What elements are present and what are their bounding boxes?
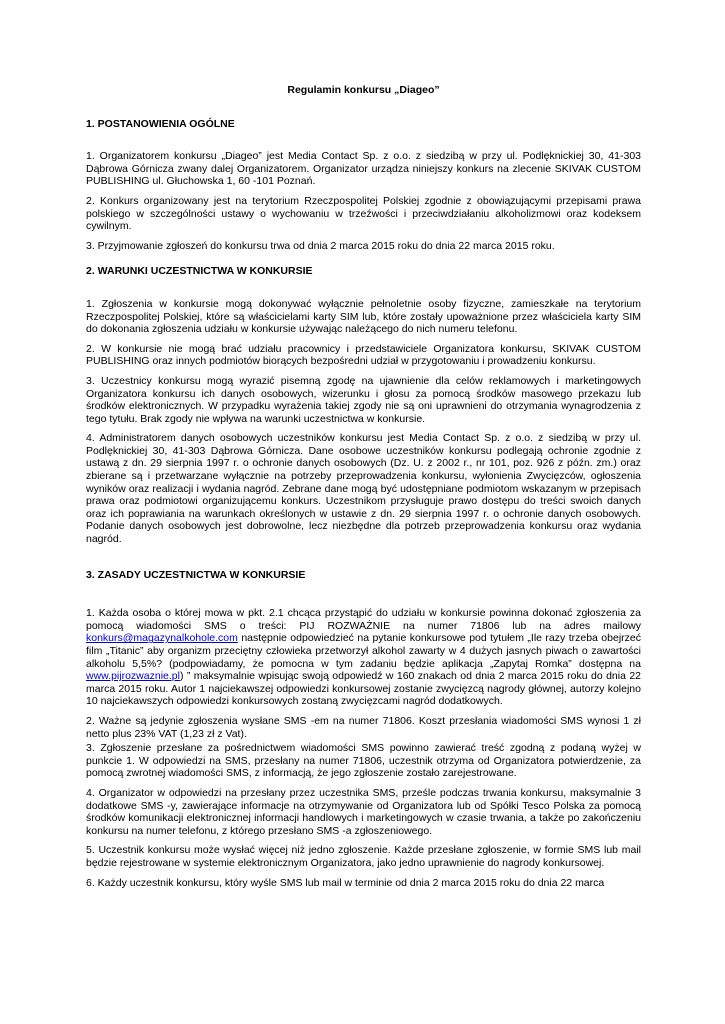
paragraph-text: następnie odpowiedzieć na pytanie konkursowe pod tytułem „Ile razy trzeba obejrzeć film „Titanic” aby organizm przeciętny człowieka przetworzył alkohol zawarty w 4 dużych jasnych piwach o zawartości alkoholu 5,5%? (podpowiadamy, że pomocna w tym zadaniu będzie aplikacja „Zapytaj Romka” dostępna na <box>86 632 641 670</box>
section-3-paragraph-2: 2. Ważne są jedynie zgłoszenia wysłane SMS -em na numer 71806. Koszt przesłania wiadomości SMS wynosi 1 zł netto plus 23% VAT (1,23 zł z Vat). <box>86 714 641 740</box>
document-title: Regulamin konkursu „Diageo” <box>287 84 440 96</box>
section-2-paragraph-1: 1. Zgłoszenia w konkursie mogą dokonywać wyłącznie pełnoletnie osoby fizyczne, zamieszkałe na terytorium Rzeczpospolitej Polskiej, które są właścicielami karty SIM lub, które zostały upoważnione przez właściciela karty SIM do dokonania zgłoszenia udziału w konkursie używając należącego do nich numeru telefonu. <box>86 297 641 336</box>
section-1-paragraph-2: 2. Konkurs organizowany jest na terytorium Rzeczpospolitej Polskiej zgodnie z obowiązującymi przepisami prawa polskiego w szczególności ustawy o wychowaniu w trzeźwości i przeciwdziałaniu alkoholizmowi oraz kodeksem cywilnym. <box>86 194 641 233</box>
section-3-paragraph-6: 6. Każdy uczestnik konkursu, który wyśle SMS lub mail w terminie od dnia 2 marca 2015 roku do dnia 22 marca <box>86 876 605 889</box>
section-2-heading: 2. WARUNKI UCZESTNICTWA W KONKURSIE <box>86 265 313 278</box>
section-3-heading: 3. ZASADY UCZESTNICTWA W KONKURSIE <box>86 568 306 581</box>
website-link[interactable]: www.pijrozwaznie.pl <box>86 670 180 683</box>
section-1-paragraph-1: 1. Organizatorem konkursu „Diageo” jest Media Contact Sp. z o.o. z siedzibą w przy ul. Podlęknickiej 30, 41-303 Dąbrowa Górnicza zwany dalej Organizatorem. Organizator urządza niniejszy konkurs na zlecenie SKIVAK CUSTOM PUBLISHING ul. Głuchowska 1, 60 -101 Poznań. <box>86 150 641 188</box>
section-1-paragraph-3: 3. Przyjmowanie zgłoszeń do konkursu trwa od dnia 2 marca 2015 roku do dnia 22 marca 2015 roku. <box>86 239 555 252</box>
section-2-paragraph-4: 4. Administratorem danych osobowych uczestników konkursu jest Media Contact Sp. z o.o. z siedzibą w przy ul. Podlęknickiej 30, 41-303 Dąbrowa Górnicza. Dane osobowe uczestników konkursu podlegają ochronie zgodnie z ustawą z dn. 29 sierpnia 1997 r. o ochronie danych osobowych (Dz. U. z 2002 r., nr 101, poz. 926 z późn. zm.) oraz zbierane są i przetwarzane wyłącznie na potrzeby przeprowadzenia konkursu, wyłonienia Zwycięzców, ogłoszenia wyników oraz realizacji i wydania nagród. Zebrane dane mogą być udostępniane podmiotom wskazanym w przepisach prawa oraz podmiotowi organizującemu konkurs. Uczestnikom przysługuje prawo dostępu do treści swoich danych oraz ich poprawiania na warunkach określonych w ustawie z dn. 29 sierpnia 1997 r. o ochronie danych osobowych. Podanie danych osobowych jest dobrowolne, lecz niezbędne dla potrzeb przeprowadzenia konkursu oraz wydania nagród. <box>86 432 641 546</box>
section-2-paragraph-2: 2. W konkursie nie mogą brać udziału pracownicy i przedstawiciele Organizatora konkursu, SKIVAK CUSTOM PUBLISHING oraz innych podmiotów biorących bezpośredni udział w przygotowaniu i prowadzeniu konkursu. <box>86 342 641 368</box>
section-3-paragraph-5: 5. Uczestnik konkursu może wysłać więcej niż jedno zgłoszenie. Każde przesłane zgłoszenie, w formie SMS lub mail będzie rejestrowane w systemie elektronicznym Organizatora, jako jedno uprawnienie do nagrody konkursowej. <box>86 844 641 869</box>
document-page <box>86 84 641 896</box>
spacer <box>86 553 641 569</box>
section-2-paragraph-3: 3. Uczestnicy konkursu mogą wyrazić pisemną zgodę na ujawnienie dla celów reklamowych i marketingowych Organizatora konkursu ich danych osobowych, wizerunku i głosu za pomocą środków masowego przekazu lub środków elektronicznych. W przypadku wyrażenia takiej zgody nie są oni uprawnieni do otrzymania wynagrodzenia z tego tytułu. Brak zgody nie wpływa na warunki uczestnictwa w konkursie. <box>86 374 641 425</box>
section-3-paragraph-4: 4. Organizator w odpowiedzi na przesłany przez uczestnika SMS, prześle podczas trwania konkursu, maksymalnie 3 dodatkowe SMS -y, zawierające informacje na otrzymywanie od Organizatora lub od Spółki Tesco Polska za pomocą środków komunikacji elektronicznej informacji handlowych i marketingowych w czasie trwania, a także po zakończeniu konkursu na numer telefonu, z którego przesłano SMS -a zgłoszeniowego. <box>86 786 641 837</box>
section-3-paragraph-3: 3. Zgłoszenie przesłane za pośrednictwem wiadomości SMS powinno zawierać treść zgodną z podaną wyżej w punkcie 1. W odpowiedzi na SMS, przesłany na numer 71806, uczestnik otrzyma od Organizatora potwierdzenie, za pomocą zwrotnej wiadomości SMS, z informacją, że jego zgłoszenie zostało zarejestrowane. <box>86 742 641 780</box>
section-1-heading: 1. POSTANOWIENIA OGÓLNE <box>86 117 235 130</box>
paragraph-text: 1. Każda osoba o której mowa w pkt. 2.1 chcąca przystąpić do udziału w konkursie powinna dokonać zgłoszenia za pomocą wiadomości SMS o treści: PIJ ROZWAŻNIE na numer 71806 lub na adres mailowy <box>86 607 641 632</box>
paragraph-text: ) ” maksymalnie wpisując swoją odpowiedź w 160 znakach od dnia 2 marca 2015 roku do dnia 22 marca 2015 roku. Autor 1 najciekawszej odpowiedzi konkursowej zostanie zwycięzcą nagrody głównej, autorzy kolejno 10 najciekawszych odpowiedzi konkursowych zostaną zwycięzcami nagród dodatkowych. <box>86 670 641 708</box>
section-3-paragraph-1 <box>86 607 641 708</box>
email-link[interactable]: konkurs@magazynalkohole.com <box>86 632 238 645</box>
